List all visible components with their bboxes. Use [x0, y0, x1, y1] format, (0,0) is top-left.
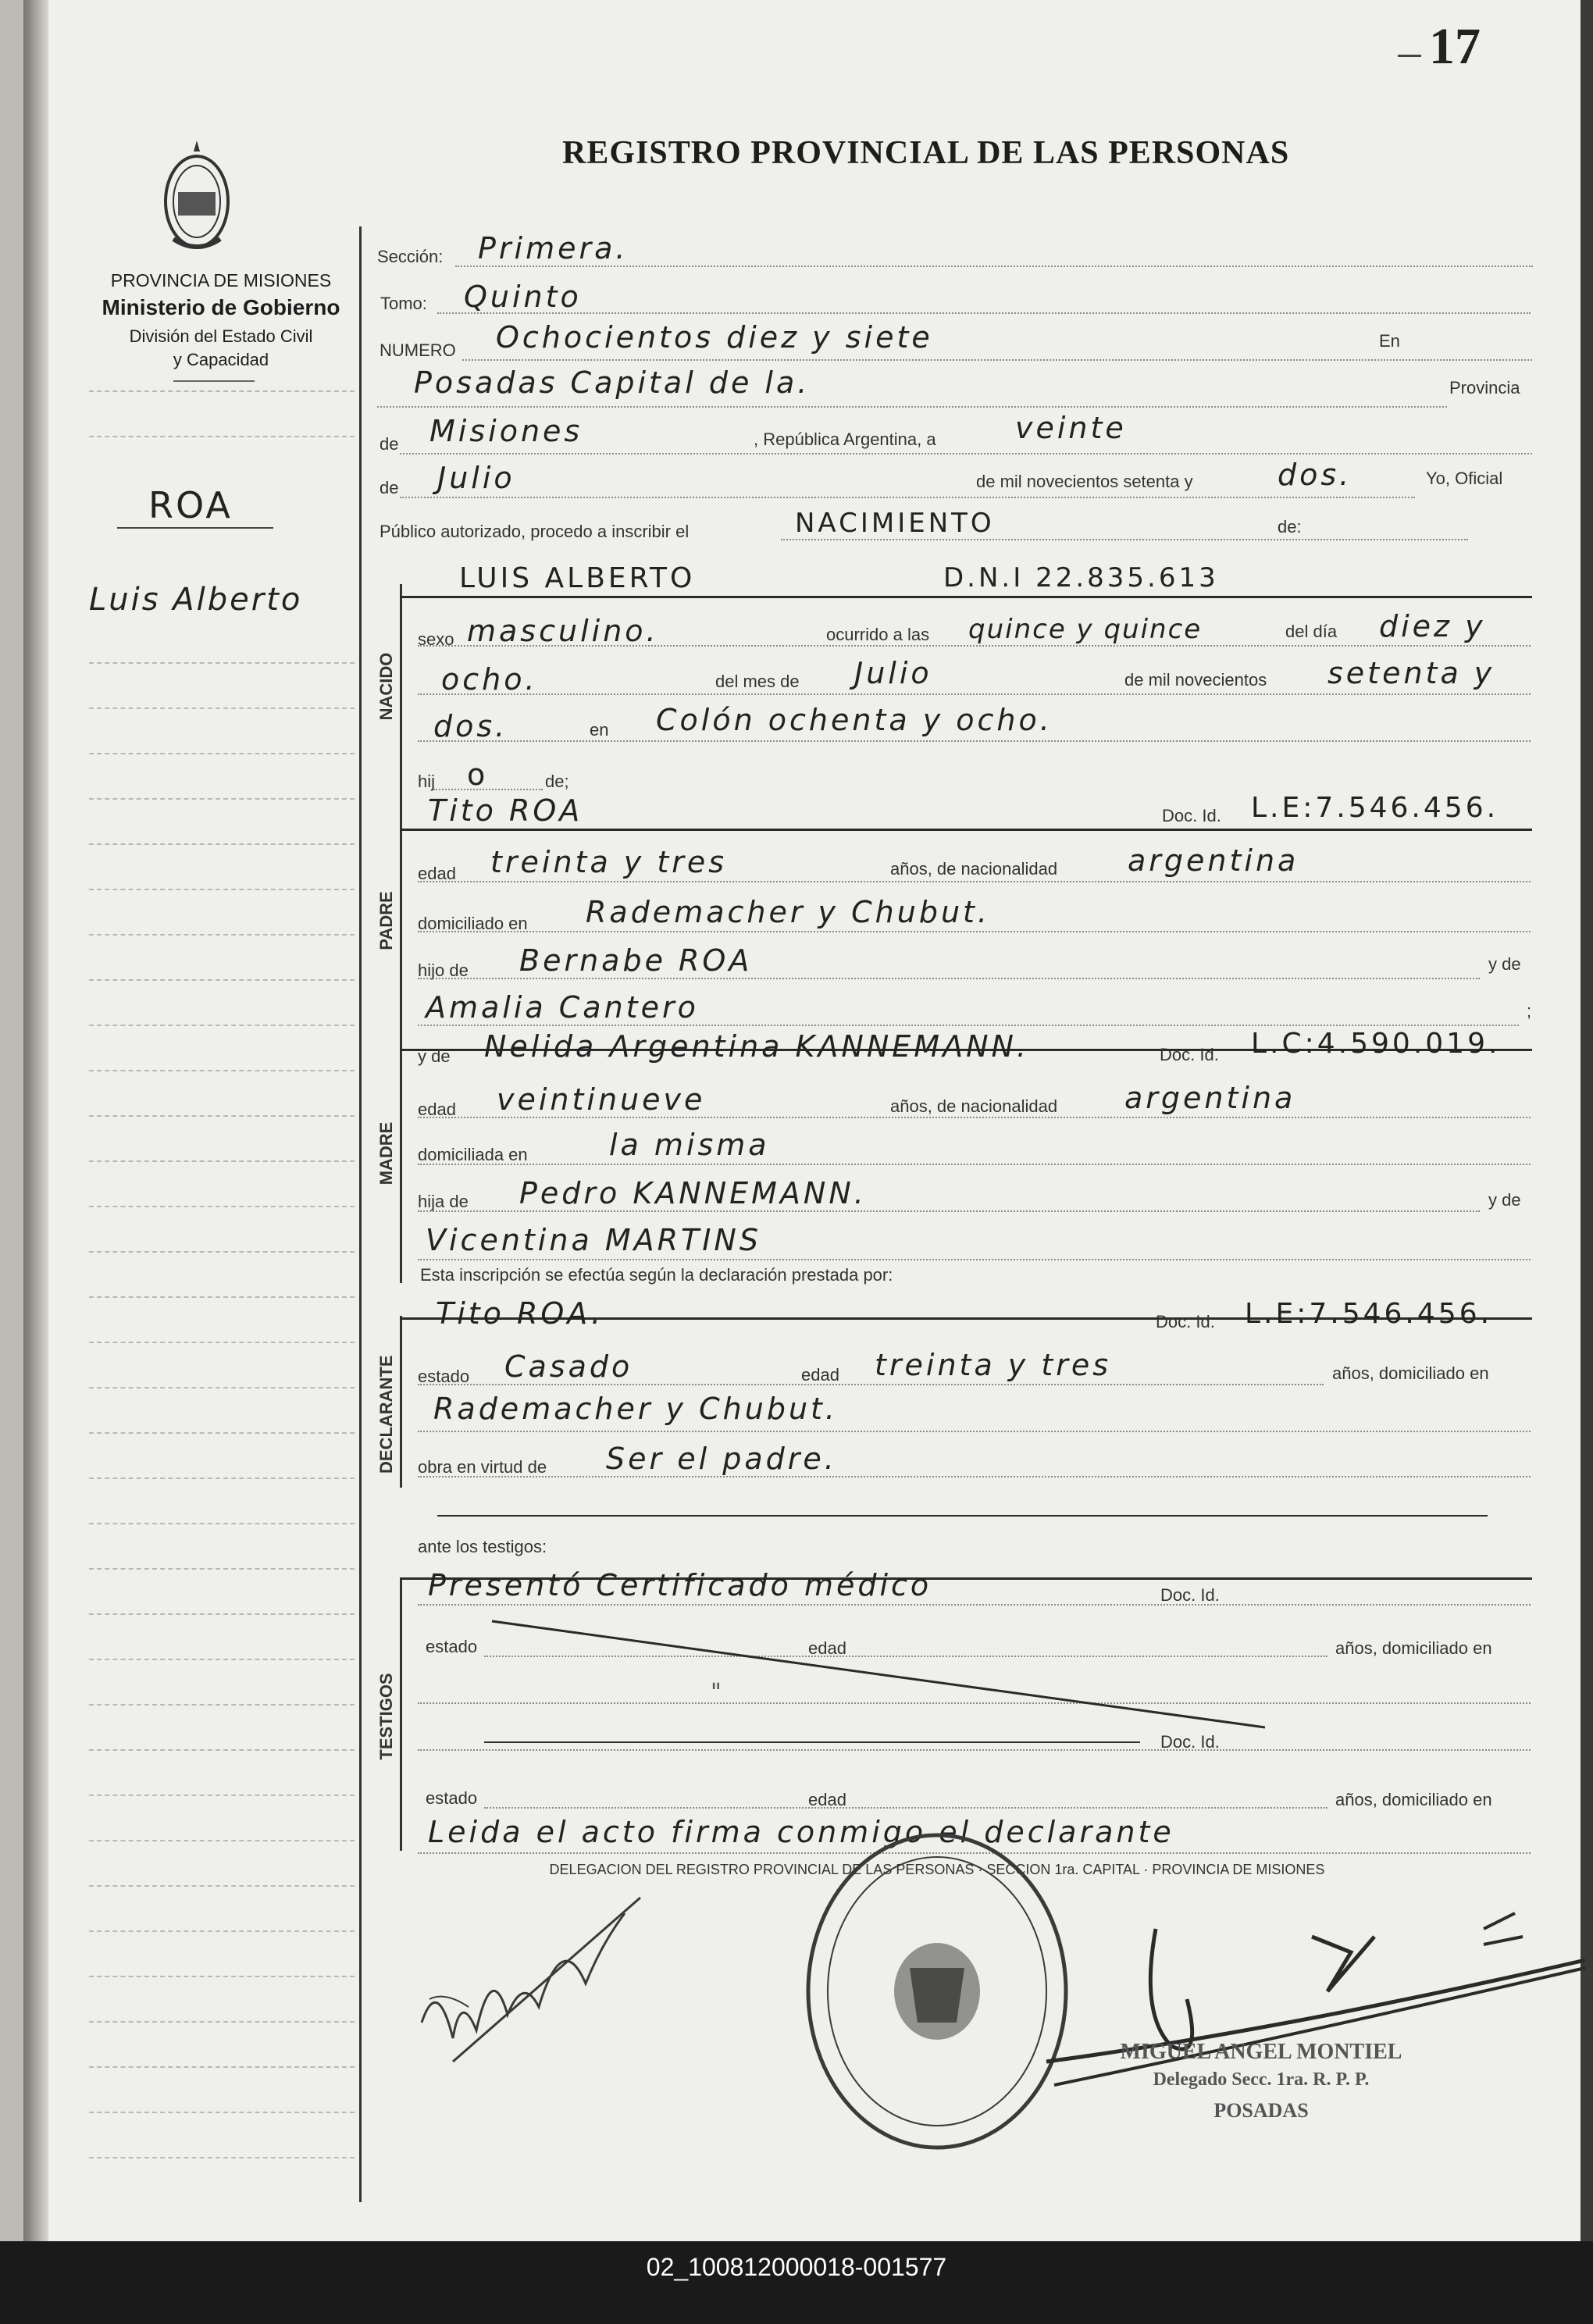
- padre-doc-label: Doc. Id.: [1162, 806, 1221, 825]
- madre-y-de-label-2: y de: [1488, 1190, 1521, 1210]
- declarante-estado-label: estado: [418, 1367, 470, 1386]
- scan-file-id: 02_100812000018-001577: [646, 2253, 947, 2281]
- nacido-nombre: LUIS ALBERTO: [459, 562, 696, 594]
- anio-part1: setenta y: [1328, 656, 1495, 690]
- org-capacity: y Capacidad: [173, 350, 269, 369]
- madre-edad-label: edad: [418, 1100, 456, 1119]
- padre-madre: Amalia Cantero: [426, 990, 699, 1025]
- padre-nombre: Tito ROA: [428, 793, 583, 828]
- hijo-de-label: de;: [545, 772, 569, 791]
- madre-nac-label: años, de nacionalidad: [890, 1096, 1058, 1116]
- stamp-text: DELEGACION DEL REGISTRO PROVINCIAL DE LAS PERSONAS · SECCION 1ra. CAPITAL · PROVINCIA DE MISIONES: [549, 1862, 1325, 1877]
- madre-dom-label: domiciliada en: [418, 1145, 528, 1164]
- testigos-doc-label: Doc. Id.: [1160, 1585, 1220, 1605]
- lugar-nacido: Colón ochenta y ocho.: [656, 703, 1053, 737]
- org-province: PROVINCIA DE MISIONES: [110, 270, 332, 290]
- official-title: Delegado Secc. 1ra. R. P. P.: [1153, 2069, 1370, 2090]
- testigos-edad-label-2: edad: [808, 1790, 846, 1809]
- official-name: MIGUEL ANGEL MONTIEL: [1120, 2040, 1402, 2064]
- testigos-dom-label: años, domiciliado en: [1335, 1638, 1492, 1658]
- inscripcion-label: Esta inscripción se efectúa según la declaración prestada por:: [420, 1265, 893, 1285]
- official-city: POSADAS: [1213, 2099, 1309, 2122]
- madre-madre: Vicentina MARTINS: [426, 1223, 761, 1257]
- hijo-label: hij: [418, 772, 436, 791]
- anio-label: de mil novecientos setenta y: [976, 472, 1193, 491]
- testigos-ditto: ": [711, 1679, 725, 1706]
- padre-padre: Bernabe ROA: [519, 943, 753, 978]
- tomo-value: Quinto: [464, 280, 582, 314]
- org-division: División del Estado Civil: [129, 326, 313, 346]
- declarante-virtud: Ser el padre.: [606, 1442, 837, 1476]
- label-testigos: TESTIGOS: [376, 1673, 396, 1760]
- declarante-dom-label: años, domiciliado en: [1332, 1363, 1489, 1383]
- declarante-doc-label: Doc. Id.: [1156, 1312, 1215, 1331]
- en-nacido-label: en: [590, 720, 609, 740]
- padre-doc: L.E:7.546.456.: [1251, 792, 1499, 824]
- mes-nacido: Julio: [854, 656, 932, 690]
- declarante-nombre: Tito ROA.: [436, 1296, 604, 1331]
- testigos-cierre: Leida el acto firma conmigo el declarante: [428, 1815, 1174, 1849]
- anio-part2: dos.: [433, 709, 508, 743]
- republica-label: , República Argentina, a: [754, 430, 936, 449]
- page-number: 17: [1429, 18, 1481, 75]
- label-declarante: DECLARANTE: [376, 1355, 396, 1474]
- sexo-label: sexo: [418, 629, 454, 649]
- label-nacido: NACIDO: [376, 652, 396, 721]
- padre-hijo-de-label: hijo de: [418, 961, 469, 980]
- nacido-dni: D.N.I 22.835.613: [943, 562, 1219, 593]
- dia-value: veinte: [1015, 411, 1127, 445]
- dia-part1: diez y: [1379, 609, 1486, 643]
- publico-label: Público autorizado, procedo a inscribir el: [380, 522, 690, 541]
- padre-domicilio: Rademacher y Chubut.: [586, 895, 991, 929]
- hijo-suffix: o: [467, 757, 489, 792]
- del-dia-label: del día: [1285, 622, 1338, 641]
- testigos-dom-label-2: años, domiciliado en: [1335, 1790, 1492, 1809]
- padre-dom-label: domiciliado en: [418, 914, 528, 933]
- seccion-value: Primera.: [478, 231, 629, 266]
- ocurrido-label: ocurrido a las: [826, 625, 930, 644]
- declarant-signature-icon: [406, 1882, 656, 2085]
- declarante-edad: treinta y tres: [875, 1348, 1112, 1382]
- madre-doc: L.C:4.590.019.: [1251, 1028, 1501, 1060]
- madre-nombre: Nelida Argentina KANNEMANN.: [484, 1029, 1030, 1064]
- declarante-doc: L.E:7.546.456.: [1245, 1298, 1493, 1330]
- testigos-edad-label: edad: [808, 1638, 846, 1658]
- declarante-obra-label: obra en virtud de: [418, 1457, 547, 1477]
- mes-label: del mes de: [715, 672, 800, 691]
- en-label: En: [1379, 331, 1400, 351]
- madre-hija-de-label: hija de: [418, 1192, 469, 1211]
- margin-surname: ROA: [148, 484, 233, 526]
- declarante-domicilio: Rademacher y Chubut.: [433, 1392, 839, 1426]
- de-label: de: [380, 434, 399, 454]
- provincia-label: Provincia: [1449, 378, 1520, 397]
- declarante-edad-label: edad: [801, 1365, 839, 1385]
- mes-value: Julio: [437, 461, 515, 495]
- margin-given-names: Luis Alberto: [89, 582, 303, 618]
- padre-edad: treinta y tres: [490, 845, 728, 879]
- testigos-estado-label: estado: [426, 1637, 478, 1656]
- seccion-label: Sección:: [377, 247, 444, 266]
- numero-label: NUMERO: [380, 340, 456, 360]
- padre-y-de-label: y de: [1488, 954, 1521, 974]
- padre-edad-label: edad: [418, 864, 456, 883]
- padre-nacionalidad: argentina: [1128, 843, 1299, 878]
- oficial-label: Yo, Oficial: [1426, 469, 1503, 488]
- testigos-estado-label-2: estado: [426, 1788, 478, 1808]
- org-ministry: Ministerio de Gobierno: [102, 295, 340, 319]
- dia-part2: ocho.: [441, 662, 538, 697]
- provincia-value: Misiones: [429, 414, 583, 448]
- hora-value: quince y quince: [968, 614, 1203, 645]
- madre-domicilio: la misma: [609, 1128, 770, 1162]
- numero-value: Ochocientos diez y siete: [496, 320, 933, 355]
- label-madre: MADRE: [376, 1121, 396, 1185]
- tomo-label: Tomo:: [380, 294, 427, 313]
- madre-nacionalidad: argentina: [1124, 1081, 1296, 1115]
- madre-padre: Pedro KANNEMANN.: [519, 1176, 867, 1210]
- acto-value: NACIMIENTO: [795, 508, 995, 539]
- declarante-estado: Casado: [504, 1349, 633, 1384]
- testigos-nota: Presentó Certificado médico: [428, 1568, 932, 1602]
- madre-doc-label: Doc. Id.: [1160, 1045, 1219, 1064]
- madre-edad: veintinueve: [497, 1082, 706, 1117]
- anio-value: dos.: [1278, 458, 1352, 492]
- lugar-value: Posadas Capital de la.: [414, 365, 811, 400]
- padre-nac-label: años, de nacionalidad: [890, 859, 1058, 879]
- mil-label: de mil novecientos: [1124, 670, 1267, 690]
- page-title: REGISTRO PROVINCIAL DE LAS PERSONAS: [562, 135, 1290, 171]
- label-padre: PADRE: [376, 891, 396, 950]
- de-label-2: de: [380, 478, 399, 497]
- testigos-ante-label: ante los testigos:: [418, 1537, 547, 1556]
- testigos-doc-label-2: Doc. Id.: [1160, 1732, 1220, 1752]
- padre-semicolon: ;: [1527, 1001, 1532, 1021]
- madre-y-de-label: y de: [418, 1046, 451, 1066]
- sexo-value: masculino.: [467, 614, 659, 648]
- de-colon-label: de:: [1278, 517, 1302, 536]
